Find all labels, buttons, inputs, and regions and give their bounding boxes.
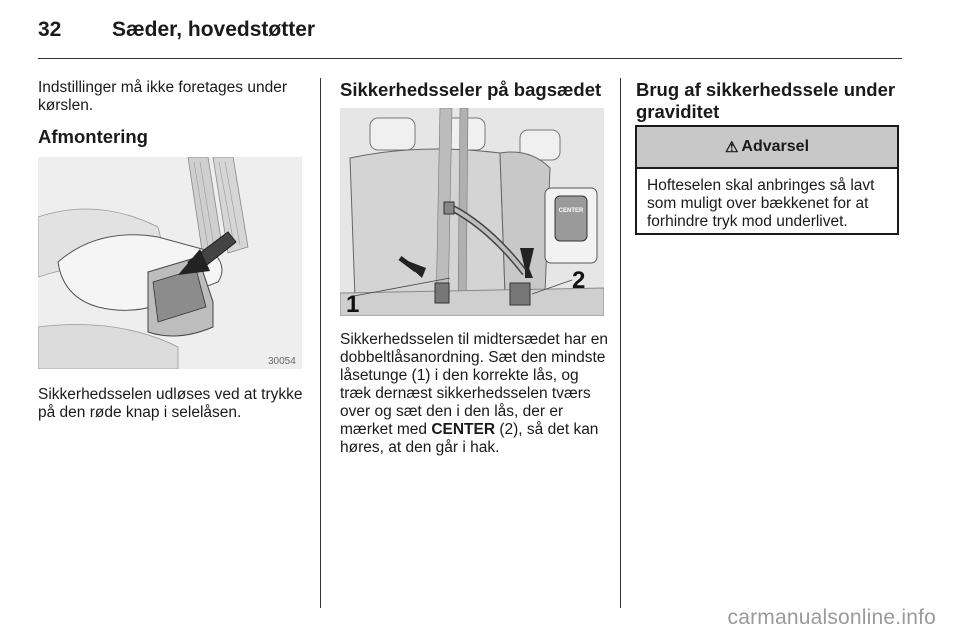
callout-label-1: 1 (346, 291, 360, 316)
page-title: Sæder, hovedstøtter (112, 18, 316, 41)
warning-header (637, 127, 897, 169)
intro-text: Indstillinger må ikke foretages under kørslen. (38, 79, 287, 114)
buckle-release-illustration (38, 157, 302, 369)
header-rule (38, 58, 902, 59)
rear-belt-instructions (340, 331, 610, 457)
center-keyword: CENTER (431, 421, 496, 438)
warning-box (635, 125, 899, 235)
figure-code-30054: 30054 (268, 356, 296, 367)
buckle-center-text: CENTER (558, 208, 584, 214)
section-heading-afmontering: Afmontering (38, 126, 148, 147)
section-heading-pregnancy: Brug af sikkerhedssele under graviditet (636, 79, 896, 122)
rear-belt-text-after: (2), så det kan høres, at den går i hak. (340, 421, 599, 456)
footer-watermark: carmanualsonline.info (727, 606, 936, 629)
page-number: 32 (38, 18, 62, 41)
warning-title: Advarsel (741, 138, 810, 155)
figure-buckle-release (38, 157, 302, 369)
column-divider-1 (320, 78, 321, 608)
figure-rear-seat-belts (340, 108, 604, 316)
caption-release: Sikkerhedsselen udløses ved at trykke på den røde knap i selelåsen. (38, 386, 303, 421)
section-heading-rear-belts: Sikkerhedsseler på bagsædet (340, 79, 602, 100)
rear-seat-illustration (340, 108, 604, 316)
callout-label-2: 2 (572, 267, 586, 294)
warning-triangle-icon: ⚠ (724, 139, 739, 156)
column-divider-2 (620, 78, 621, 608)
rear-belt-text-before: Sikkerhedsselen til midtersædet har en dobbeltlåsanordning. Sæt den mindste låsetunge (1) i den korrekte lås, og træk dernæst sikkerhedsselen tværs over og sæt den i den lås, der er mærket med (340, 331, 608, 438)
warning-text: Hofteselen skal anbringes så lavt som muligt over bækkenet for at forhindre tryk mod underlivet. (647, 177, 875, 230)
